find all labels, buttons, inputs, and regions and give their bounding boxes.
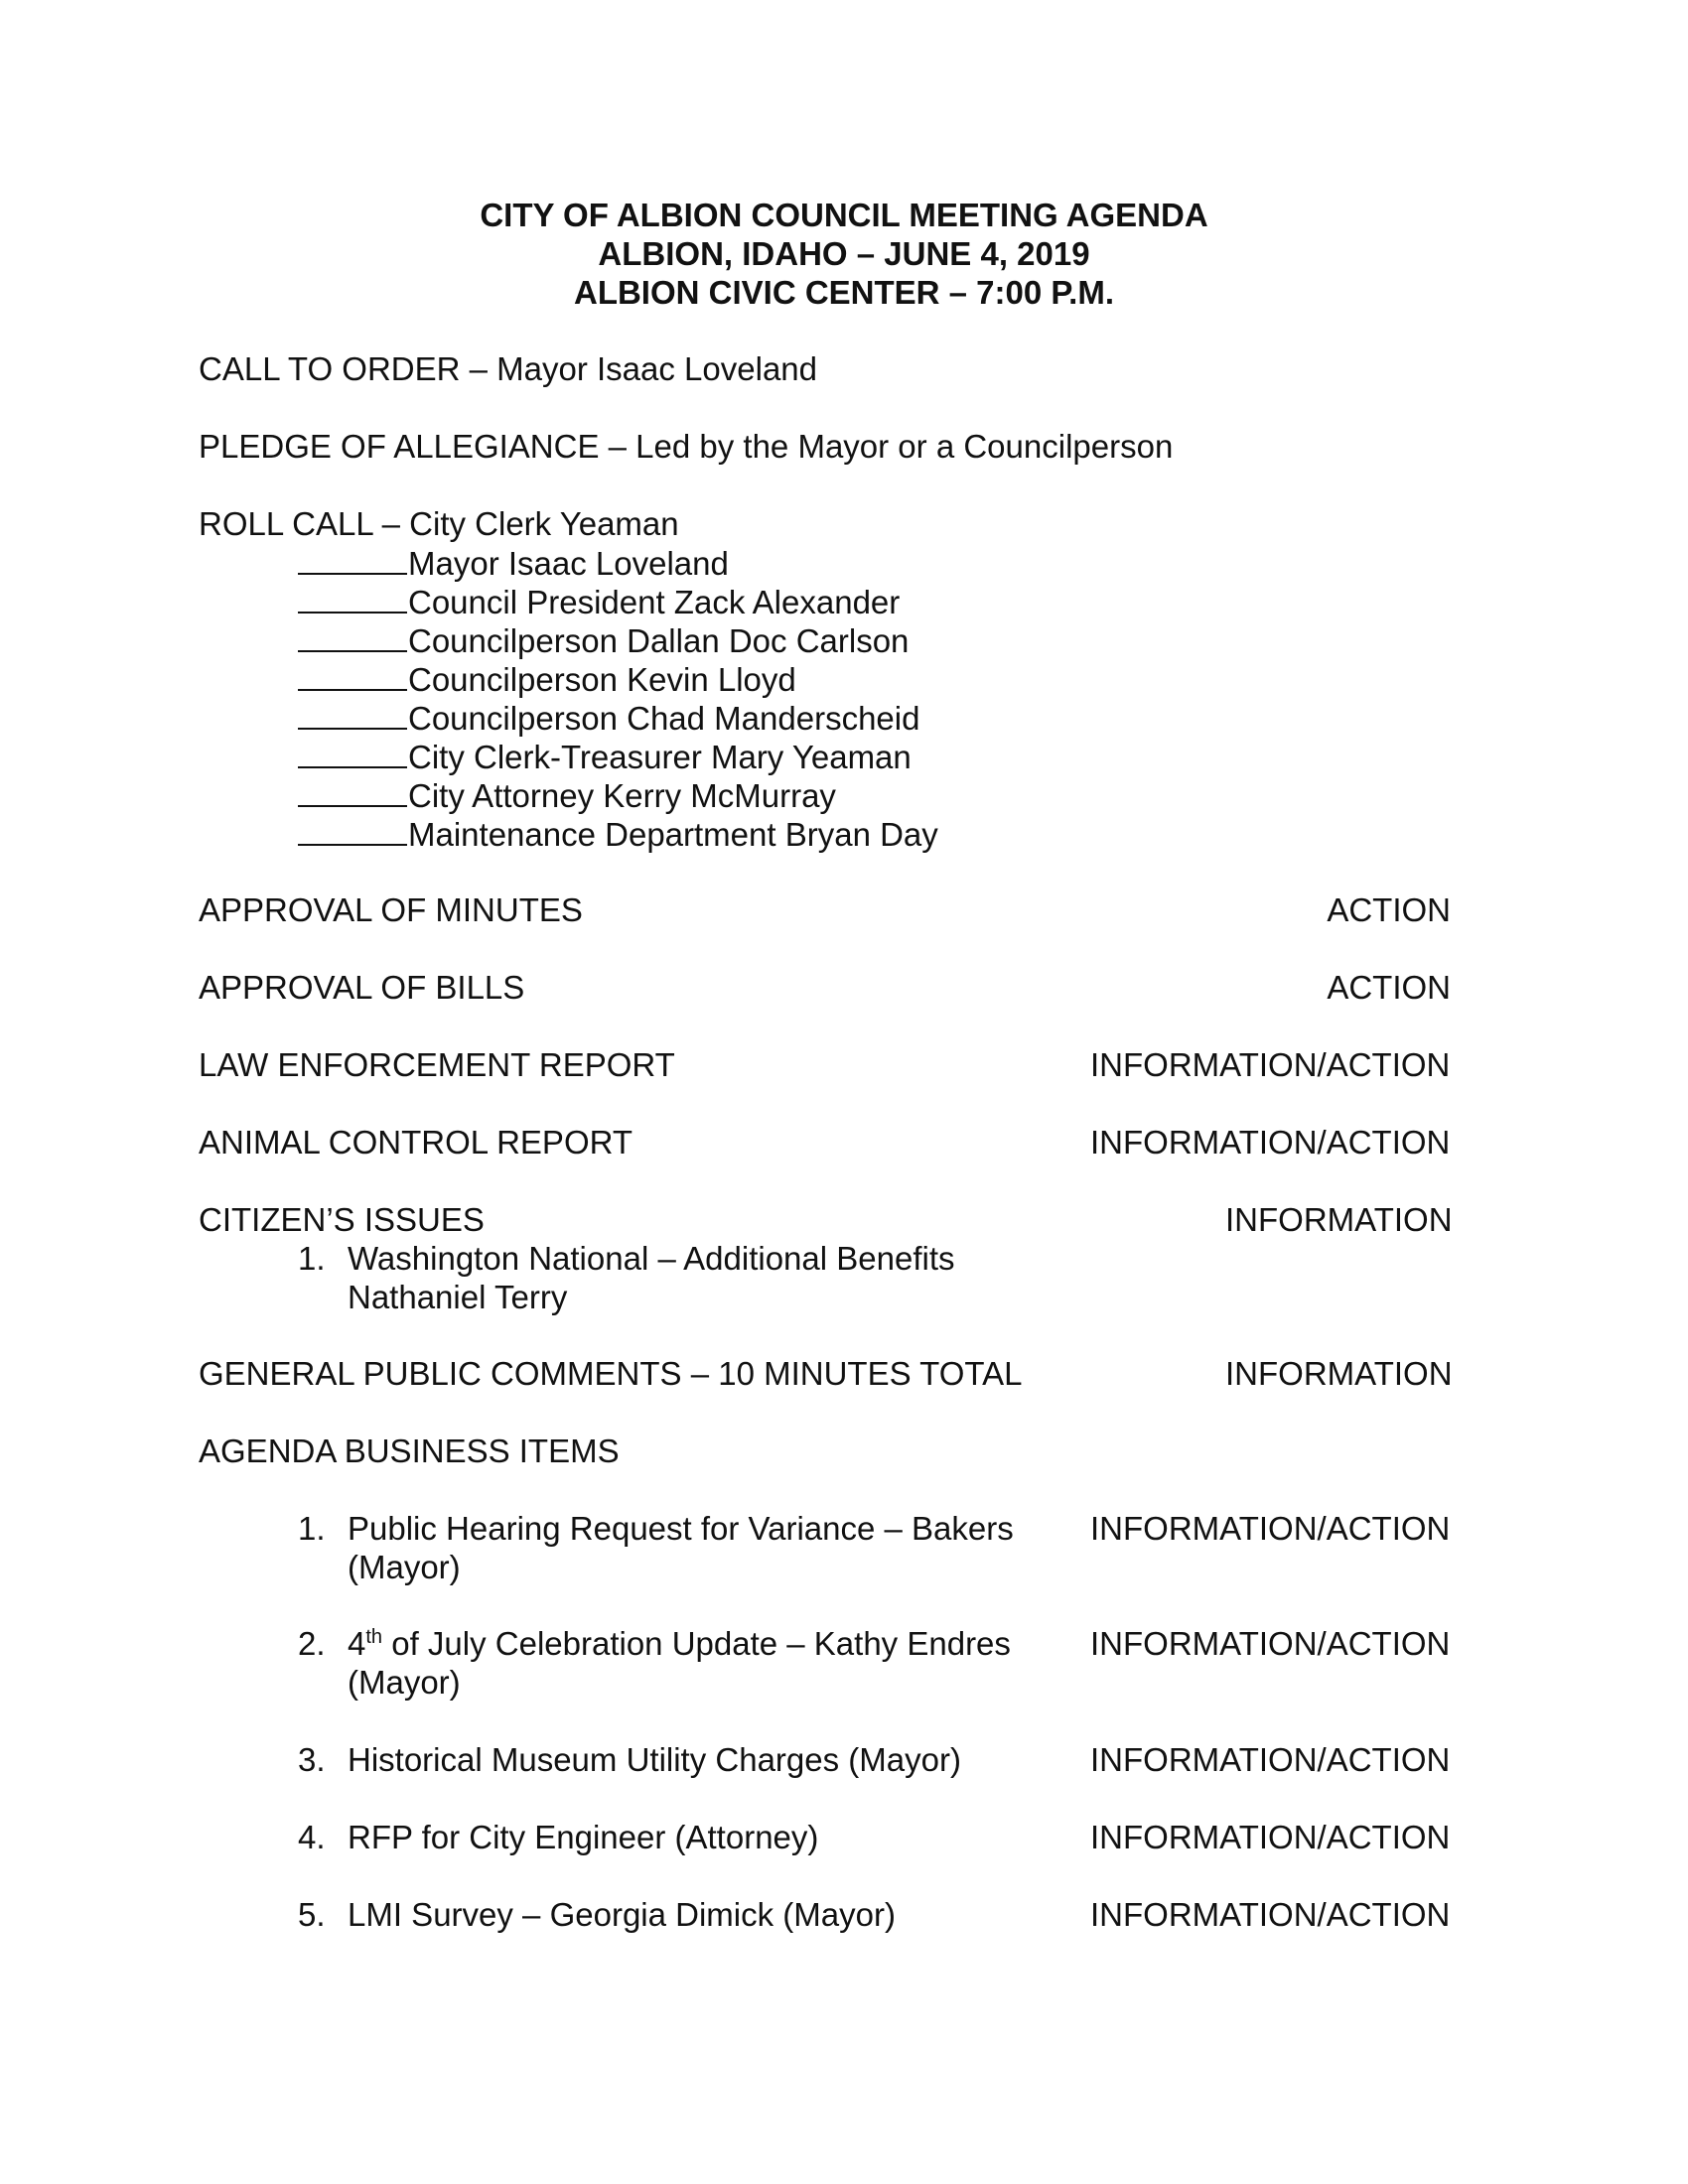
roll-call-member: Maintenance Department Bryan Day [298,814,938,854]
header-title: CITY OF ALBION COUNCIL MEETING AGENDA [480,197,1208,233]
business-items-title: AGENDA BUSINESS ITEMS [199,1433,620,1469]
business-item-owner: (Mayor) [348,1549,461,1585]
call-to-order: CALL TO ORDER – Mayor Isaac Loveland [199,350,818,387]
item-text: Historical Museum Utility Charges (Mayor) [348,1741,961,1778]
business-item [298,1740,961,1779]
agenda-item-status: INFORMATION [1225,1355,1453,1392]
item-number: 4. [298,1819,326,1855]
agenda-item-status: ACTION [1327,969,1451,1006]
attendance-blank [298,814,407,846]
item-number: 1. [298,1240,326,1277]
attendance-blank [298,582,407,614]
citizens-issue-presenter: Nathaniel Terry [348,1279,568,1315]
pledge-of-allegiance: PLEDGE OF ALLEGIANCE – Led by the Mayor or a Councilperson [199,428,1174,465]
business-item-owner: (Mayor) [348,1664,461,1701]
item-number: 3. [298,1741,326,1778]
business-item-status: INFORMATION/ACTION [1090,1741,1451,1778]
roll-call-member: Council President Zack Alexander [298,582,900,621]
business-item-status: INFORMATION/ACTION [1090,1625,1451,1662]
agenda-item-label: APPROVAL OF BILLS [199,969,525,1006]
item-text: 4th of July Celebration Update – Kathy Endres [348,1625,1011,1662]
roll-call-member: Councilperson Chad Manderscheid [298,698,919,738]
business-item [298,1818,818,1856]
business-item-status: INFORMATION/ACTION [1090,1896,1451,1933]
header-venue-time: ALBION CIVIC CENTER – 7:00 P.M. [573,274,1114,311]
citizens-issue-item [298,1239,955,1278]
item-text: RFP for City Engineer (Attorney) [348,1819,819,1855]
agenda-item-label: GENERAL PUBLIC COMMENTS – 10 MINUTES TOTAL [199,1355,1023,1392]
roll-call-title: ROLL CALL – City Clerk Yeaman [199,505,679,542]
agenda-item-status: INFORMATION [1225,1201,1453,1238]
roll-call-member: Councilperson Dallan Doc Carlson [298,620,909,660]
item-text: Washington National – Additional Benefits [348,1240,955,1277]
agenda-item-label: ANIMAL CONTROL REPORT [199,1124,633,1160]
agenda-item-label: LAW ENFORCEMENT REPORT [199,1046,675,1083]
agenda-header [0,196,1688,312]
business-item [298,1624,1011,1663]
item-text: Public Hearing Request for Variance – Bakers [348,1510,1014,1547]
roll-call-member: Councilperson Kevin Lloyd [298,659,796,699]
attendance-blank [298,698,407,730]
header-location-date: ALBION, IDAHO – JUNE 4, 2019 [598,235,1090,272]
business-item-status: INFORMATION/ACTION [1090,1819,1451,1855]
attendance-blank [298,620,407,652]
business-item [298,1895,896,1934]
agenda-item-status: ACTION [1327,891,1451,928]
agenda-item-status: INFORMATION/ACTION [1090,1046,1451,1083]
attendance-blank [298,659,407,691]
agenda-item-status: INFORMATION/ACTION [1090,1124,1451,1160]
item-number: 5. [298,1896,326,1933]
agenda-item-label: CITIZEN’S ISSUES [199,1201,485,1238]
roll-call-member: Mayor Isaac Loveland [298,543,729,583]
attendance-blank [298,543,407,575]
item-number: 1. [298,1510,326,1547]
item-text: LMI Survey – Georgia Dimick (Mayor) [348,1896,896,1933]
business-item [298,1509,1014,1548]
agenda-item-label: APPROVAL OF MINUTES [199,891,583,928]
item-number: 2. [298,1625,326,1662]
attendance-blank [298,737,407,768]
roll-call-member: City Clerk-Treasurer Mary Yeaman [298,737,912,776]
business-item-status: INFORMATION/ACTION [1090,1510,1451,1547]
roll-call-member: City Attorney Kerry McMurray [298,775,836,815]
attendance-blank [298,775,407,807]
